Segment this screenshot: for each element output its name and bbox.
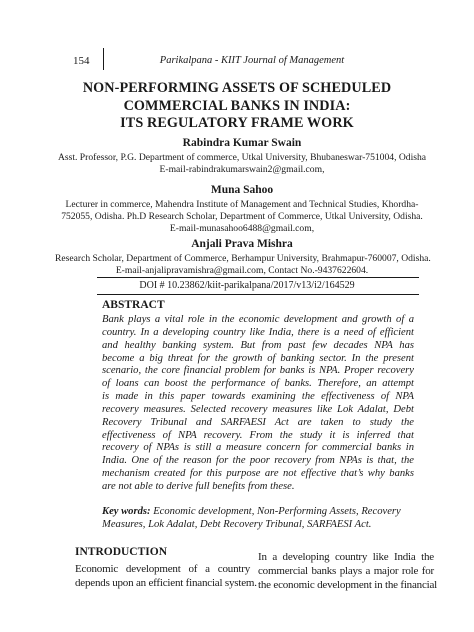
abstract-text [102, 314, 414, 494]
author-affiliation: Lecturer in commerce, Mahendra Institute of Management and Technical Studies, Khordha- [65, 199, 419, 210]
body-line: the economic development in the financial [258, 579, 438, 591]
journal-name: Parikalpana - KIIT Journal of Management [159, 55, 345, 66]
page-number: 154 [73, 55, 90, 67]
doi-line: DOI # 10.23862/kiit-parikalpana/2017/v13/i2/164529 [139, 280, 355, 291]
body-line: Economic development of a country [75, 563, 250, 575]
author-block [55, 136, 429, 176]
doi-divider-bottom [97, 294, 419, 295]
abstract-line: is made in this paper towards examining the effectiveness of NPA [102, 391, 414, 403]
author-email: E-mail-anjalipravamishra@gmail.com, Contact No.-9437622604. [115, 265, 369, 276]
abstract-line: recovery measures. Selected recovery measures like Lok Adalat, Debt [102, 403, 414, 415]
abstract-line: recovery of NPAs is still a measure concern for commercial banks in [102, 442, 414, 454]
author-email: E-mail-rabindrakumarswain2@gmail.com, [159, 164, 325, 175]
author-block [55, 237, 429, 277]
keywords-label: Key words: [102, 506, 151, 517]
keywords-text: Economic development, Non-Performing Assets, Recovery [150, 506, 401, 517]
keywords [102, 506, 414, 532]
body-line: commercial banks plays a major role for [258, 565, 434, 577]
title-line: ITS REGULATORY FRAME WORK [120, 115, 354, 131]
introduction-heading: INTRODUCTION [75, 546, 168, 558]
keywords-text: Measures, Lok Adalat, Debt Recovery Tribunal, SARFAESI Act. [102, 518, 372, 530]
author-name: Muna Sahoo [210, 184, 274, 196]
title-line: COMMERCIAL BANKS IN INDIA: [123, 97, 351, 114]
article-title [60, 80, 414, 133]
author-affiliation: 752055, Odisha. Ph.D Research Scholar, Department of Commerce, Utkal University, Odisha. [61, 211, 423, 222]
abstract-line: scenario, the core financial problem for banks is NPA. Proper recovery [102, 365, 414, 377]
introduction-column-left [75, 562, 257, 590]
abstract-line: Bank plays a vital role in the economic development and growth of a [102, 314, 414, 325]
body-line: depends upon an efficient financial system. [75, 577, 257, 589]
abstract-line: effectiveness of NPA recovery. From the study it is inferred that [102, 429, 414, 441]
body-line: In a developing country like India the [258, 551, 434, 563]
abstract-line: become a big threat for the growth of banking sector. In the present [102, 352, 414, 364]
author-name: Rabindra Kumar Swain [182, 137, 302, 149]
abstract-line: of loans can boost the performance of banks. Therefore, an attempt [102, 378, 414, 390]
abstract-line: are not able to derive full benefits from these. [102, 480, 295, 492]
abstract-line: country. In a developing country like India, there is a need of efficient [102, 326, 414, 338]
author-affiliation: Asst. Professor, P.G. Department of commerce, Utkal University, Bhubaneswar-751004, Odisha [57, 152, 427, 163]
author-email: E-mail-munasahoo6488@gmail.com, [169, 223, 315, 234]
abstract-line: and healthy banking system. But from past few decades NPA has [102, 339, 414, 351]
title-line: NON-PERFORMING ASSETS OF SCHEDULED [82, 80, 392, 96]
abstract-line: Recovery Tribunal and SARFAESI Act are taken to study the [102, 416, 414, 428]
abstract-line: mechanism created for this purpose are not effective that’s why banks [102, 468, 414, 480]
author-affiliation: Research Scholar, Department of Commerce, Berhampur University, Brahmapur-760007, Odisha. [55, 253, 431, 264]
abstract-line: India. One of the reason for the poor recovery from NPAs is that, the [102, 455, 414, 467]
author-name: Anjali Prava Mishra [191, 238, 293, 250]
introduction-column-right [258, 550, 438, 592]
abstract-heading: ABSTRACT [102, 299, 165, 311]
doi-divider-top [97, 277, 419, 278]
author-block [55, 183, 429, 235]
